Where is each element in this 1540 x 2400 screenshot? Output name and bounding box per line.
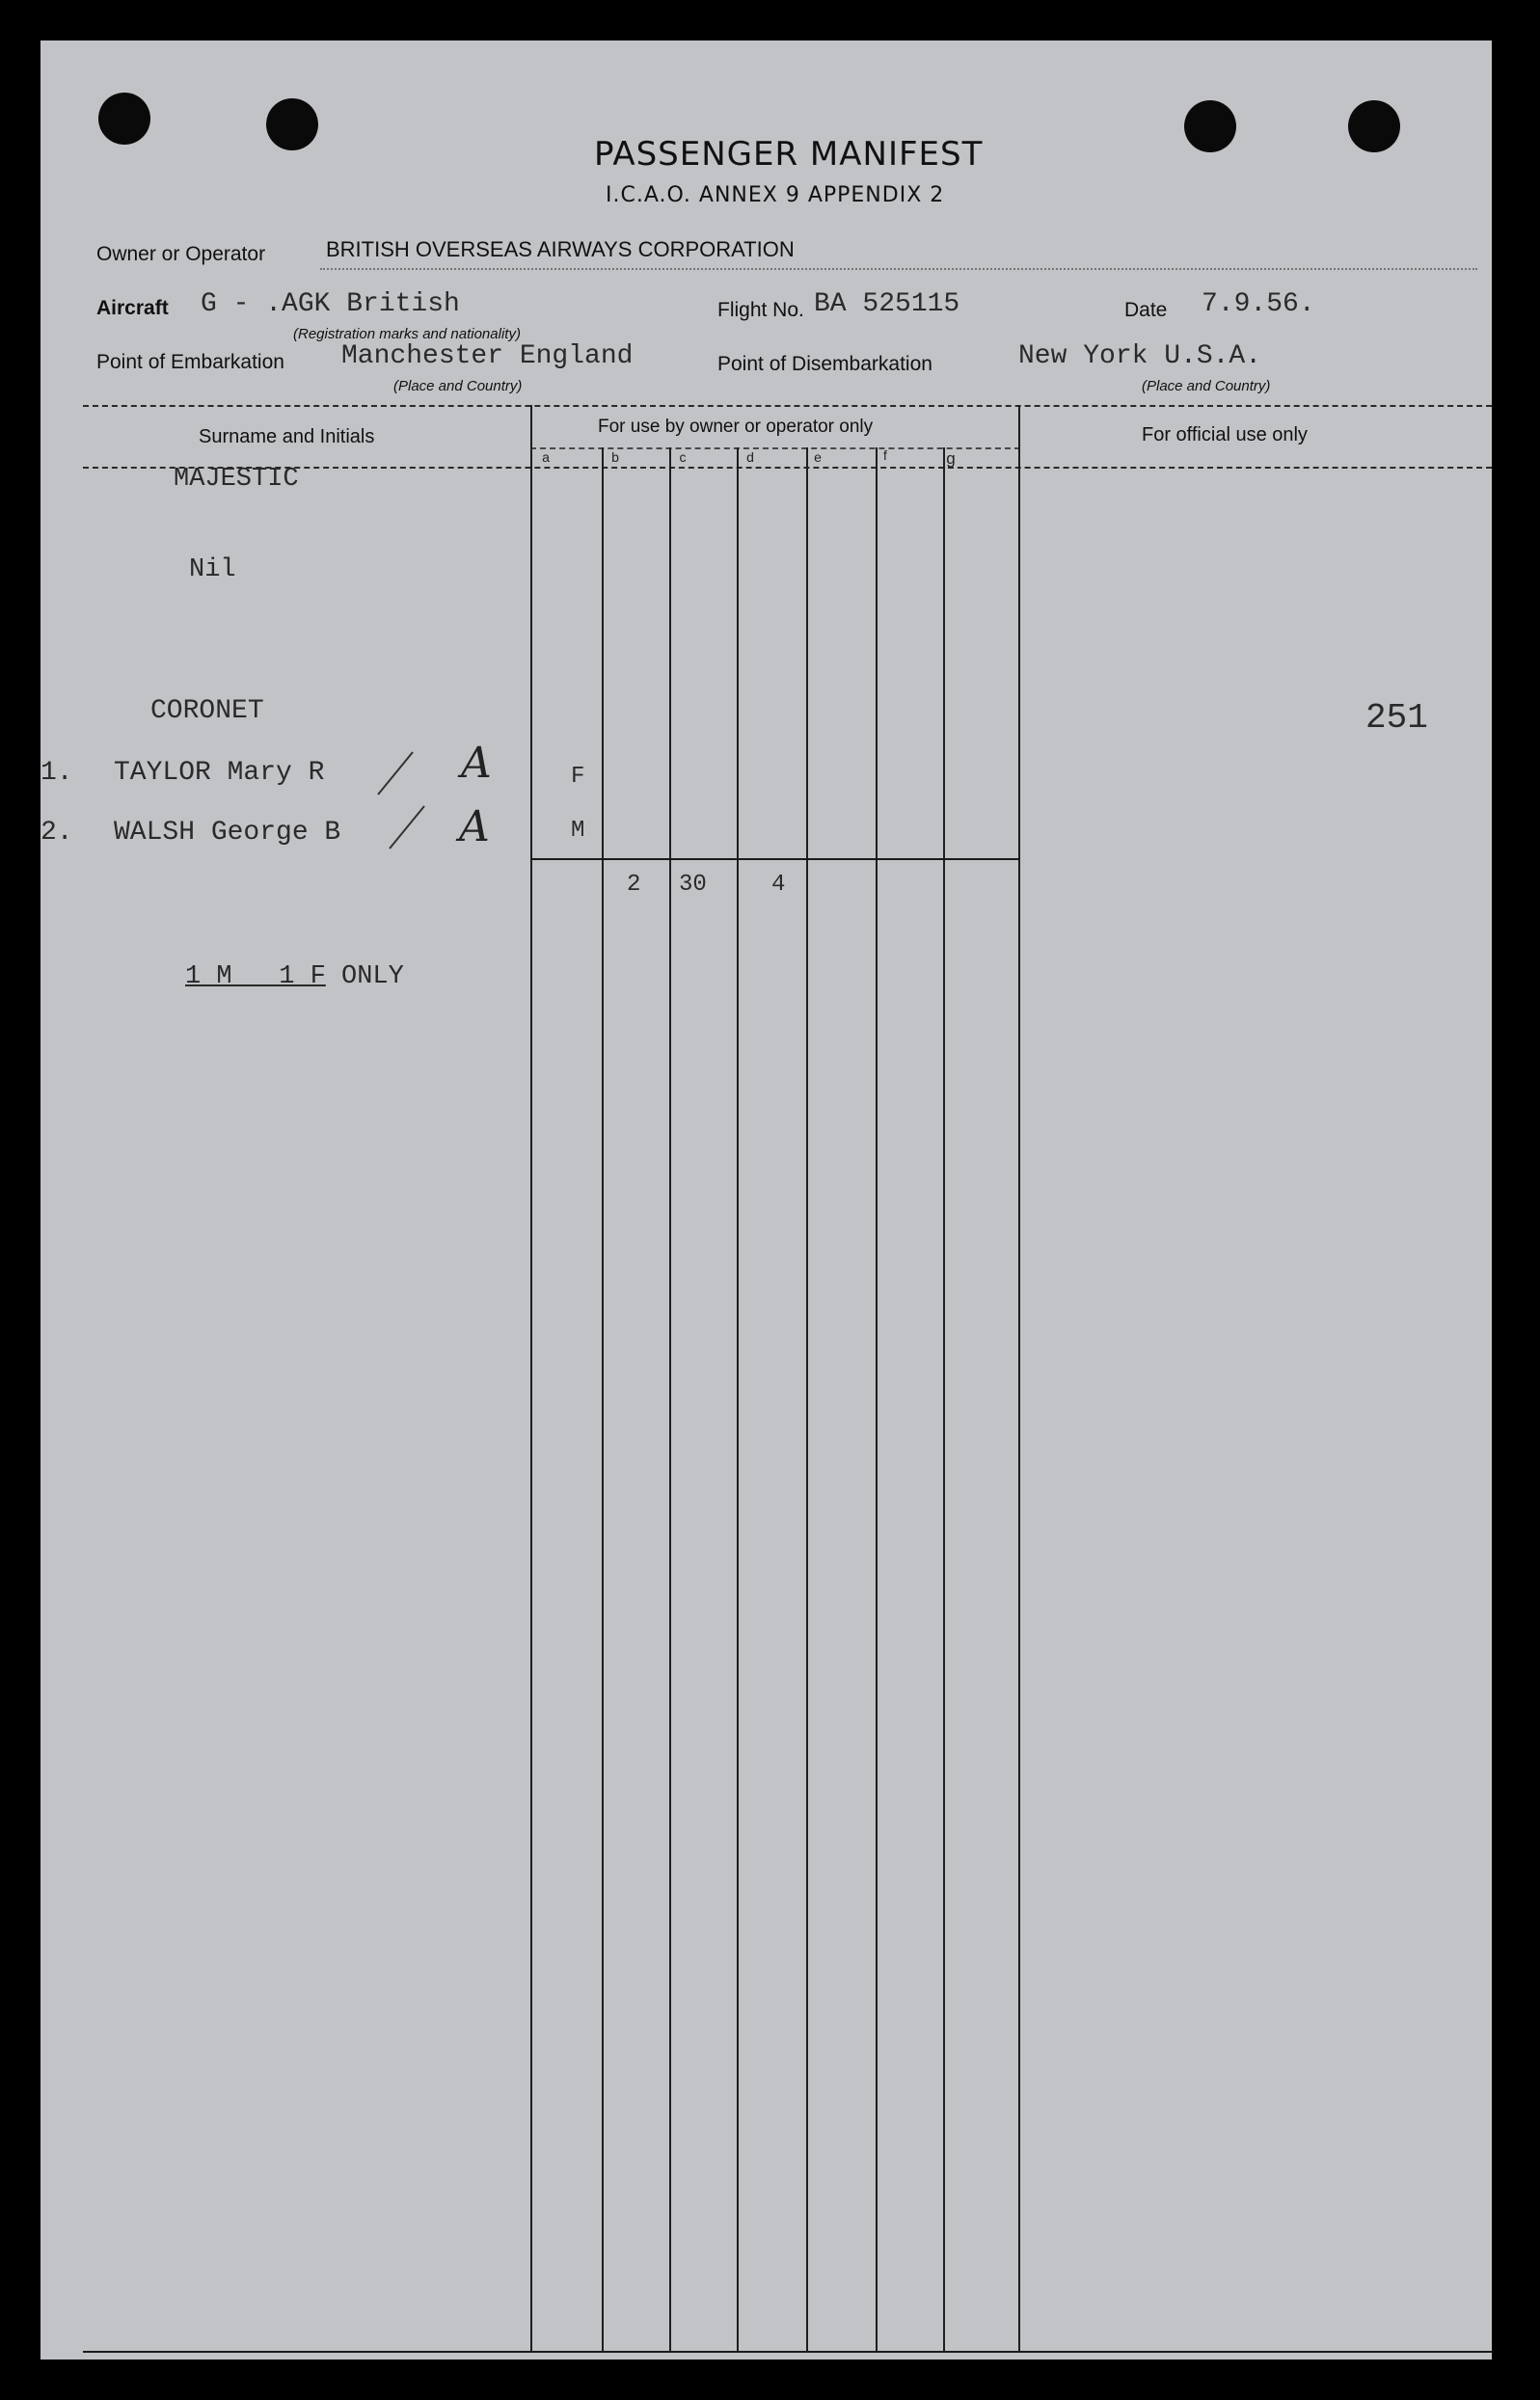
pen-check-mark — [386, 802, 428, 852]
manifest-page — [41, 40, 1492, 2360]
summary-count — [185, 962, 404, 991]
column-divider — [943, 447, 945, 2353]
disembark-value: New York U.S.A. — [1018, 341, 1262, 371]
embark-label: Point of Embarkation — [96, 351, 284, 373]
col-header-owner-use: For use by owner or operator only — [598, 417, 874, 437]
passenger-sex: F — [571, 764, 585, 790]
official-number: 251 — [1365, 698, 1428, 738]
column-divider — [737, 447, 739, 2353]
totals-line — [530, 858, 1020, 860]
subcol-a: a — [542, 449, 550, 465]
column-divider — [1018, 405, 1020, 2353]
punch-hole — [98, 93, 150, 145]
punch-hole — [266, 98, 318, 150]
subcol-e: e — [814, 449, 822, 465]
punch-hole — [1184, 100, 1236, 152]
column-divider — [806, 447, 808, 2353]
section-majestic: MAJESTIC — [174, 465, 299, 494]
date-label: Date — [1124, 299, 1168, 321]
passenger-name: TAYLOR Mary R — [114, 758, 325, 788]
subcol-c: c — [679, 449, 687, 465]
registration-note: (Registration marks and nationality) — [293, 326, 521, 342]
summary-only: ONLY — [341, 962, 404, 991]
total-c: 30 — [679, 872, 707, 898]
pen-check-mark — [374, 748, 417, 798]
column-divider — [669, 447, 671, 2353]
form-subtitle: I.C.A.O. ANNEX 9 APPENDIX 2 — [606, 183, 945, 207]
embark-note: (Place and Country) — [393, 378, 523, 394]
owner-value: BRITISH OVERSEAS AIRWAYS CORPORATION — [326, 237, 795, 261]
section-coronet: CORONET — [150, 696, 264, 726]
subcol-f: f — [883, 447, 887, 463]
column-divider — [602, 447, 604, 2353]
summary-underlined: 1 M 1 F — [185, 962, 326, 991]
total-d: 4 — [771, 872, 786, 898]
passenger-name: WALSH George B — [114, 818, 341, 848]
form-title: PASSENGER MANIFEST — [594, 135, 984, 174]
flight-value: BA 525115 — [814, 289, 960, 319]
disembark-note: (Place and Country) — [1142, 378, 1271, 394]
passenger-sex: M — [571, 818, 585, 844]
subcol-d: d — [746, 449, 754, 465]
total-b: 2 — [627, 872, 641, 898]
nil-entry: Nil — [189, 555, 236, 584]
owner-label: Owner or Operator — [96, 243, 266, 265]
handwritten-mark: A — [461, 739, 492, 788]
aircraft-label: Aircraft — [96, 297, 169, 319]
embark-value: Manchester England — [341, 341, 634, 371]
table-bottom-line — [83, 2351, 1492, 2353]
aircraft-value: G - .AGK British — [201, 289, 460, 319]
punch-hole — [1348, 100, 1400, 152]
col-header-official: For official use only — [1142, 424, 1308, 445]
date-value: 7.9.56. — [1202, 289, 1315, 319]
column-divider — [876, 447, 878, 2353]
passenger-number: 1. — [41, 758, 73, 788]
col-header-surname: Surname and Initials — [199, 426, 375, 447]
subcol-b: b — [611, 449, 619, 465]
table-top-line — [83, 405, 1492, 407]
subcol-g: g — [946, 449, 956, 468]
passenger-number: 2. — [41, 818, 73, 848]
handwritten-mark: A — [459, 802, 490, 851]
flight-label: Flight No. — [717, 299, 804, 321]
owner-dotted-line — [320, 268, 1477, 270]
disembark-label: Point of Disembarkation — [717, 353, 932, 375]
column-divider — [530, 405, 532, 2353]
